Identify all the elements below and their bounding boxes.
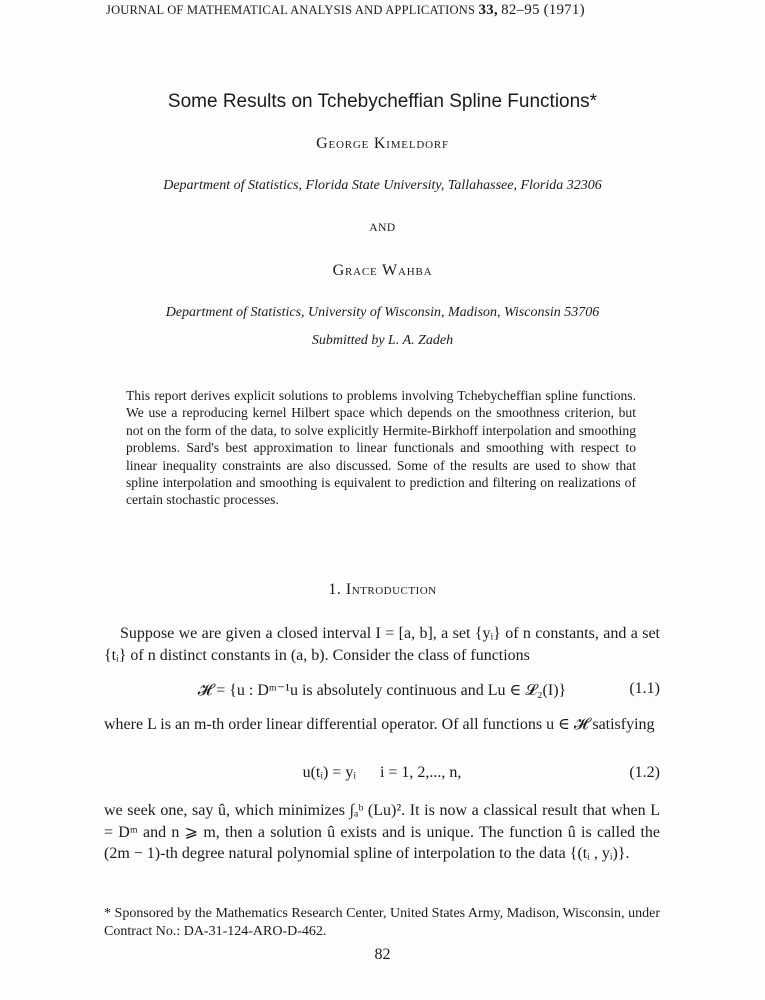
submitted-by: Submitted by L. A. Zadeh	[311, 333, 454, 348]
journal-volume: 33,	[478, 2, 498, 18]
paragraph-3: we seek one, say û, which minimizes ∫ₐᵇ (Lu)². It is now a classical result that when L = Dᵐ and n ⩾ m, then a solution û exists and is unique. The function û is called the (2m − 1)-th degree natural polynomial spline of interpolation to the data {(tᵢ , yᵢ)}.	[104, 802, 660, 862]
equation-1-1-number: (1.1)	[629, 680, 660, 697]
author-1-name: George Kimeldorf	[316, 135, 449, 152]
section-title: Introduction	[345, 581, 437, 598]
equation-1-2-body: u(tᵢ) = yᵢ i = 1, 2,..., n,	[302, 764, 462, 781]
page-number: 82	[374, 946, 391, 963]
journal-pages: 82–95 (1971)	[501, 2, 585, 18]
footnote: * Sponsored by the Mathematics Research Center, United States Army, Madison, Wisconsin, under Contract No.: DA-31-124-ARO-D-462.	[104, 906, 660, 939]
journal-header	[106, 2, 585, 19]
paragraph-1: Suppose we are given a closed interval I = [a, b], a set {yᵢ} of n constants, and a set {tᵢ} of n distinct constants in (a, b). Consider the class of functions	[104, 625, 660, 664]
abstract: This report derives explicit solutions to problems involving Tchebycheffian spline functions. We use a reproducing kernel Hilbert space which depends on the smoothness criterion, but not on the form of the data, to solve explicitly Hermite-Birkhoff interpolation and smoothing problems. Sard's best approximation to linear functionals and smoothing with respect to linear inequality constraints are also discussed. Some of the results are used to show that spline interpolation and smoothing is equivalent to prediction and filtering on realizations of certain stochastic processes.	[126, 388, 636, 508]
author-2-name: Grace Wahba	[332, 262, 433, 279]
equation-1-1-body: 𝓗 = {u : Dᵐ⁻¹u is absolutely continuous and Lu ∈ 𝓛₂(I)}	[197, 682, 567, 699]
equation-1-2-number: (1.2)	[629, 764, 660, 781]
equation-1-2	[104, 764, 660, 786]
paragraph-2: where L is an m-th order linear differential operator. Of all functions u ∈ 𝓗 satisfying	[104, 716, 655, 733]
author-2-affiliation: Department of Statistics, University of Wisconsin, Madison, Wisconsin 53706	[165, 305, 600, 320]
author-1-affiliation: Department of Statistics, Florida State University, Tallahassee, Florida 32306	[163, 178, 602, 193]
equation-1-1	[104, 680, 660, 702]
journal-name: JOURNAL OF MATHEMATICAL ANALYSIS AND APPLICATIONS	[106, 3, 476, 17]
section-number: 1.	[328, 581, 342, 598]
paper-title: Some Results on Tchebycheffian Spline Functions*	[167, 91, 598, 112]
section-heading	[0, 581, 765, 599]
and-separator: AND	[369, 222, 396, 234]
